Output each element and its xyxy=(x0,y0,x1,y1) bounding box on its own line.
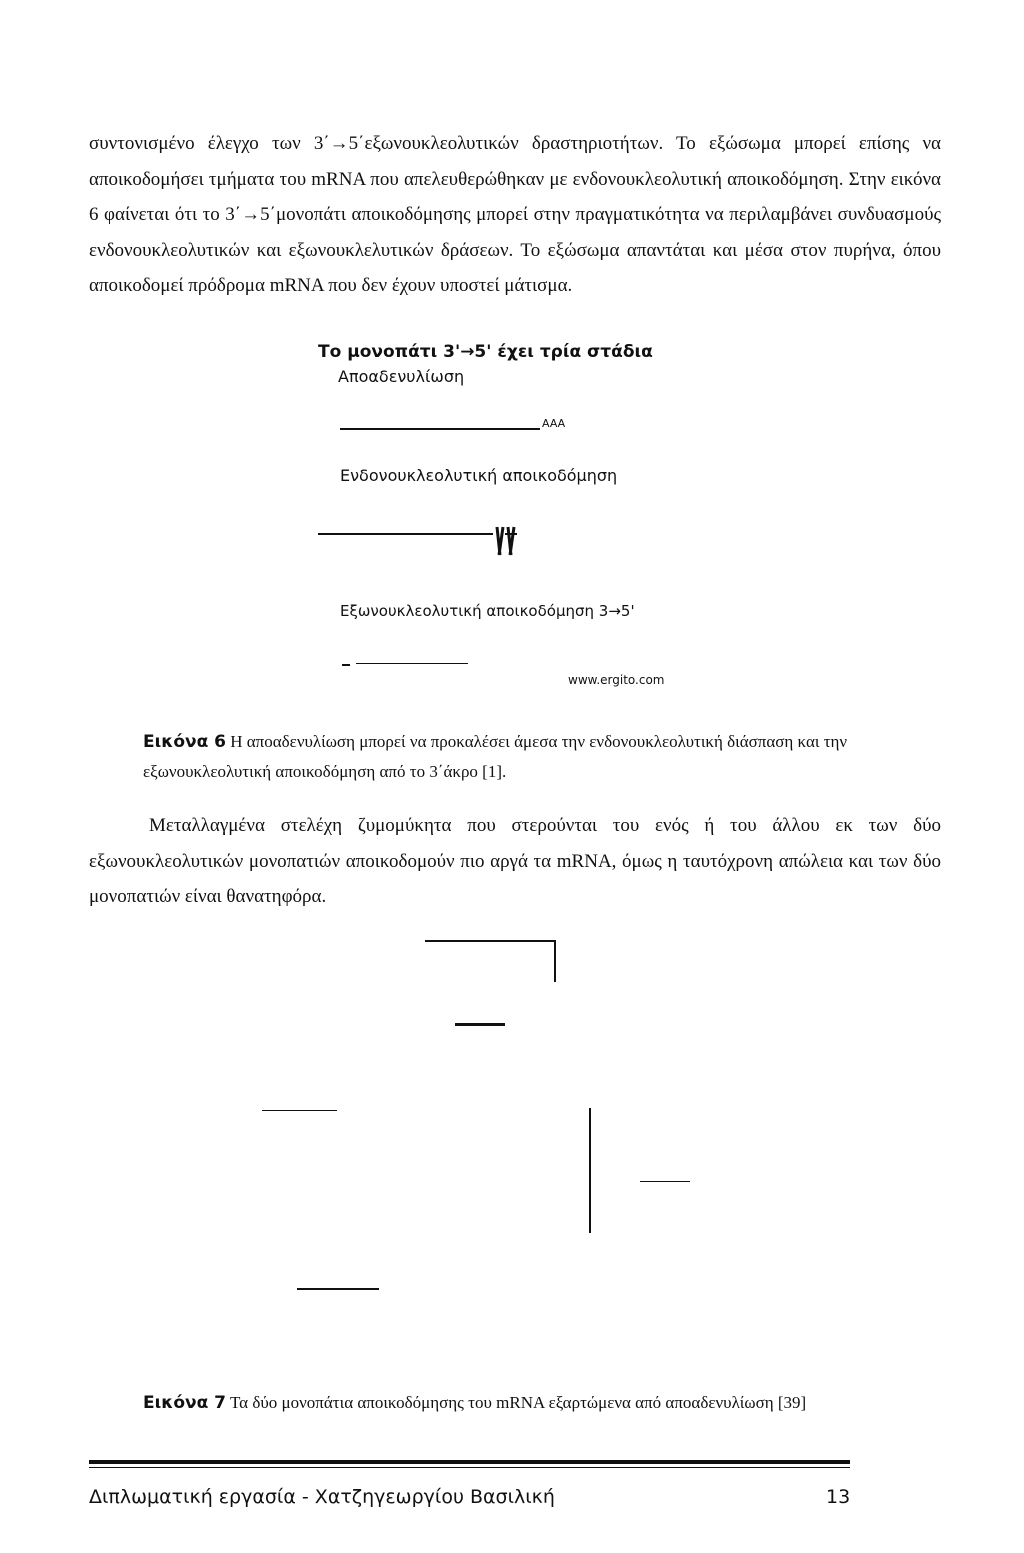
figure7-line-1-tick xyxy=(554,940,556,982)
figure6-stage-exonucleolytic: Εξωνουκλεολυτική αποικοδόμηση 3→5' xyxy=(340,602,635,620)
mrna-line-3 xyxy=(356,663,468,664)
footer-text: Διπλωματική εργασία - Χατζηγεωργίου Βασιλική xyxy=(89,1486,555,1508)
polya-tail-label: AAA xyxy=(542,417,566,430)
figure7-caption-label: Εικόνα 7 xyxy=(143,1393,226,1413)
figure7-line-2 xyxy=(455,1023,505,1026)
figure7-caption-text: Τα δύο μονοπάτια αποικοδόμησης του mRNA εξαρτώμενα από αποαδενυλίωση [39] xyxy=(229,1393,807,1412)
figure7-line-3 xyxy=(262,1110,337,1111)
figure6-caption xyxy=(143,727,943,787)
figure6-caption-label: Εικόνα 6 xyxy=(143,732,226,752)
mrna-line-2-left xyxy=(318,533,493,535)
footer-rule-thick xyxy=(89,1460,850,1464)
mrna-line-1 xyxy=(340,428,540,430)
figure6-stage-deadenylation: Αποαδενυλίωση xyxy=(338,367,465,386)
figure6-stage-endonucleolytic: Ενδονουκλεολυτική αποικοδόμηση xyxy=(340,466,618,485)
figure7-line-6 xyxy=(297,1288,379,1290)
figure7-caption xyxy=(143,1388,943,1418)
figure6-source: www.ergito.com xyxy=(568,673,665,687)
figure6-title: Το μονοπάτι 3'→5' έχει τρία στάδια xyxy=(318,342,653,362)
mrna-line-3-dash xyxy=(342,664,350,666)
figure7-line-5 xyxy=(640,1181,690,1182)
footer-rule-thin xyxy=(89,1467,850,1468)
body-paragraph-2: Μεταλλαγμένα στελέχη ζυμομύκητα που στερούνται του ενός ή του άλλου εκ των δύο εξωνουκλεολυτικών μονοπατιών αποικοδομούν πιο αργά τα mRNA, όμως η ταυτόχρονη απώλεια και των δύο μονοπατιών είναι θανατηφόρα. xyxy=(89,815,941,907)
cleavage-enzyme-icon xyxy=(494,525,518,559)
figure7-line-4-vertical xyxy=(589,1108,591,1233)
page-number: 13 xyxy=(826,1486,851,1508)
figure7-line-1 xyxy=(425,940,555,942)
body-paragraph-1: συντονισμένο έλεγχο των 3΄→5΄εξωνουκλεολυτικών δραστηριοτήτων. Το εξώσωμα μπορεί επίσης να αποικοδομήσει τμήματα του mRNA που απελευθερώθηκαν με ενδονουκλεολυτική αποικοδόμηση. Στην εικόνα 6 φαίνεται ότι το 3΄→5΄μονοπάτι αποικοδόμησης μπορεί στην πραγματικότητα να περιλαμβάνει συνδυασμούς ενδονουκλεολυτικών και εξωνουκλελυτικών δράσεων. Το εξώσωμα απαντάται και μέσα στον πυρήνα, όπου αποικοδομεί πρόδρομα mRNA που δεν έχουν υποστεί μάτισμα. xyxy=(89,133,941,296)
figure6-caption-text: Η αποαδενυλίωση μπορεί να προκαλέσει άμεσα την ενδονουκλεολυτική διάσπαση και την εξωνουκλεολυτική αποικοδόμηση από το 3΄άκρο [1]. xyxy=(143,732,848,781)
